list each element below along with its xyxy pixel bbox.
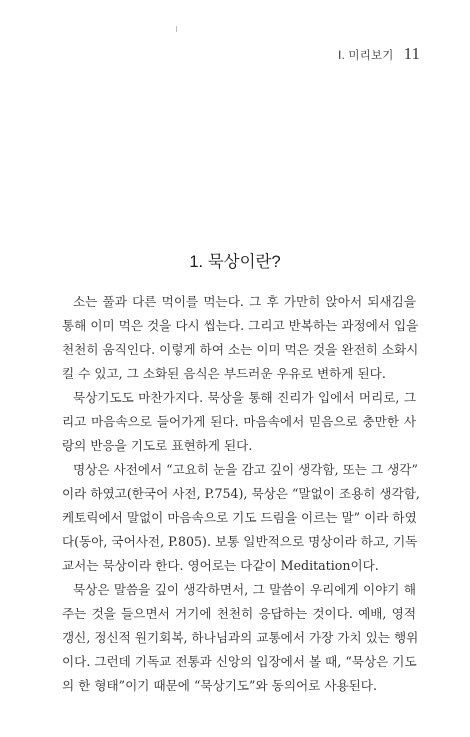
body-text [62,290,420,698]
text-line: 랑의 반응을 기도로 표현하게 된다. [62,438,253,453]
text-line: 의 한 형태”이기 때문에 “묵상기도”와 동의어로 사용된다. [62,678,377,693]
text-line: 명상은 사전에서 “고요히 눈을 감고 깊이 생각함, 또는 그 생각” [73,462,418,477]
text-line: 소는 풀과 다른 먹이를 먹는다. 그 후 가만히 앉아서 되새김을 [73,294,416,309]
page-number: 11 [403,44,420,63]
text-line: 다(동아, 국어사전, P.805). 보통 일반적으로 명상이라 하고, 기독 [62,534,418,549]
text-line: 리고 마음속으로 들어가게 된다. 마음속에서 믿음으로 충만한 사 [62,414,416,429]
text-line: 묵상기도도 마찬가지다. 묵상을 통해 진리가 입에서 머리로, 그 [73,390,416,405]
running-header-section: Ⅰ. 미리보기 [338,50,394,62]
text-line: 교서는 묵상이라 한다. 영어로는 다같이 Meditation이다. [62,558,379,573]
text-line: 천천히 움직인다. 이렇게 하여 소는 이미 먹은 것을 완전히 소화시 [62,342,419,357]
gutter-mark [176,26,177,32]
chapter-title: 1. 묵상이란? [189,253,281,271]
text-line: 갱신, 정신적 원기회복, 하나님과의 교통에서 가장 가치 있는 행위 [62,630,419,645]
text-line: 묵상은 말씀을 깊이 생각하면서, 그 말씀이 우리에게 이야기 해 [73,582,416,597]
text-line: 킬 수 있고, 그 소화된 음식은 부드러운 우유로 변하게 된다. [62,366,386,381]
running-header [338,44,420,64]
text-line: 케토릭에서 말없이 마음속으로 기도 드림을 이르는 말” 이라 하였 [62,510,417,525]
text-line: 주는 것을 들으면서 거기에 천천히 응답하는 것이다. 예배, 영적 [62,606,416,621]
text-line: 이라 하였고(한국어 사전, P.754), 묵상은 “말없이 조용히 생각함, [62,486,420,501]
text-line: 통해 이미 먹은 것을 다시 씹는다. 그리고 반복하는 과정에서 입을 [62,318,419,333]
text-line: 이다. 그런데 기독교 전통과 신앙의 입장에서 볼 때, “묵상은 기도 [62,654,417,669]
